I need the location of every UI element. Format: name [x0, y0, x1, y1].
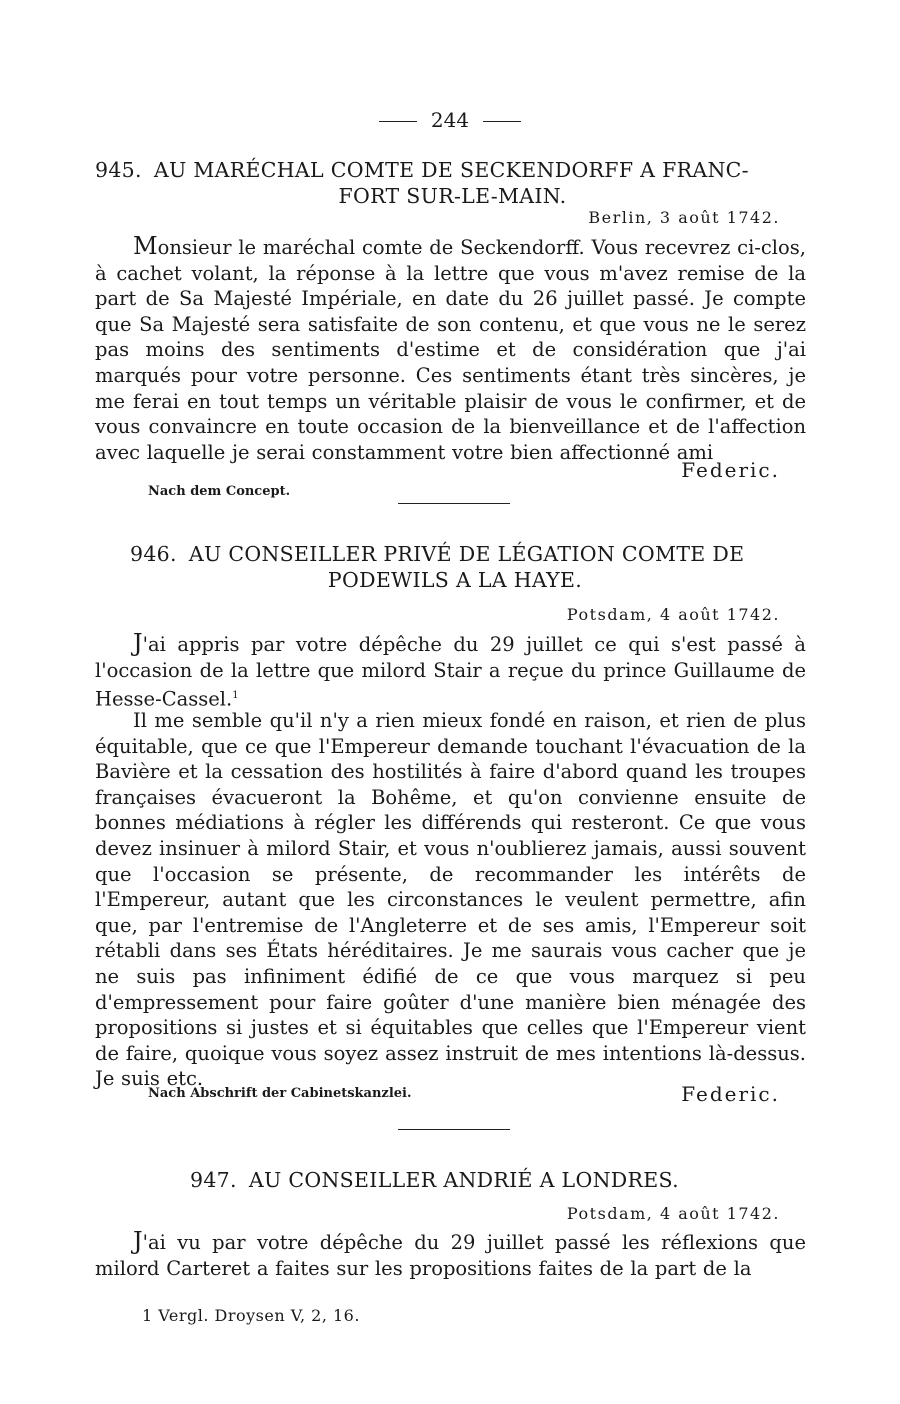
letter-945-heading [95, 157, 810, 209]
section-divider [398, 1129, 510, 1130]
letter-number: 947. [190, 1168, 237, 1192]
letter-947-body [95, 1229, 806, 1281]
section-divider [398, 503, 510, 504]
letter-947-dateline: Potsdam, 4 août 1742. [566, 1204, 780, 1223]
initial-letter: J [133, 629, 143, 657]
letter-946-source: Nach Abschrift der Cabinetskanzlei. [148, 1086, 412, 1101]
letter-number: 945. [95, 158, 142, 182]
heading-line-2: FORT SUR-LE-MAIN. [338, 184, 567, 208]
footnote-mark: 1 [232, 690, 239, 702]
paragraph-text: 'ai appris par votre dépêche du 29 juillet ce qui s'est passé à l'occasion de la lettre que milord Stair a reçue du prince Guillaume de Hesse-Cassel. [95, 633, 806, 711]
header-dash-left [379, 121, 417, 122]
heading-line-1: AU CONSEILLER PRIVÉ DE LÉGATION COMTE DE [188, 542, 745, 566]
letter-946-body-1 [95, 631, 806, 712]
paragraph-text: Il me semble qu'il n'y a rien mieux fondé en raison, et rien de plus équitable, que ce que l'Empereur demande touchant l'évacuation de la Bavière et la cessation des hostilités à faire d'abord quand les troupes françaises évacueront la Bohême, et qu'on convienne ensuite de bonnes médiations à régler les différends qui resteront. Ce que vous devez insinuer à milord Stair, et vous n'oublierez jamais, aussi souvent que l'occasion se présente, de recommander les intérêts de l'Empereur, autant que les circonstances le veulent permettre, afin que, par l'entremise de l'Angleterre et de ses amis, l'Empereur soit rétabli dans ses États héréditaires. Je me saurais vous cacher que je ne suis pas infiniment édifié de ce que vous marquez si peu d'empressement pour faire goûter d'une manière bien ménagée des propositions si justes et si équitables que celles que l'Empereur vient de faire, quoique vous soyez assez instruit de mes intentions là-dessus. Je suis etc. [95, 709, 806, 1091]
page-header [0, 108, 900, 132]
header-dash-right [483, 121, 521, 122]
heading-line-1: AU MARÉCHAL COMTE DE SECKENDORFF A FRANC- [153, 158, 749, 182]
page-number: 244 [430, 108, 470, 132]
footnote: 1 Vergl. Droysen V, 2, 16. [142, 1306, 360, 1325]
heading-line-1: AU CONSEILLER ANDRIÉ A LONDRES. [248, 1168, 679, 1192]
letter-946-body-2 [95, 708, 806, 1092]
paragraph-text: onsieur le maréchal comte de Seckendorff. Vous recevrez ci-clos, à cachet volant, la réponse à la lettre que vous m'avez remise de la part de Sa Majesté Impériale, en date du 26 juillet passé. Je compte que Sa Majesté sera satisfaite de son contenu, et que vous ne le serez pas moins des sentiments d'estime et de considération que j'ai marqués pour votre personne. Ces sentiments étant très sincères, je me ferai en tout temps un véritable plaisir de vous le confirmer, et de vous convaincre en toute occasion de la bienveillance et de l'affection avec laquelle je serai constamment votre bien affectionné ami [95, 236, 806, 464]
letter-945-signature: Federic. [681, 458, 780, 482]
letter-946-heading [130, 541, 780, 593]
letter-945-body [95, 234, 806, 465]
initial-letter: M [133, 232, 158, 260]
initial-letter: J [133, 1227, 143, 1255]
letter-946-dateline: Potsdam, 4 août 1742. [566, 605, 780, 624]
letter-945-source: Nach dem Concept. [148, 484, 291, 499]
paragraph-text: 'ai vu par votre dépêche du 29 juillet passé les réflexions que milord Carteret a faites sur les propositions faites de la part de la [95, 1231, 806, 1280]
letter-947-heading [190, 1167, 750, 1193]
letter-number: 946. [130, 542, 177, 566]
letter-946-signature: Federic. [681, 1082, 780, 1106]
heading-line-2: PODEWILS A LA HAYE. [327, 568, 583, 592]
letter-945-dateline: Berlin, 3 août 1742. [588, 208, 780, 227]
